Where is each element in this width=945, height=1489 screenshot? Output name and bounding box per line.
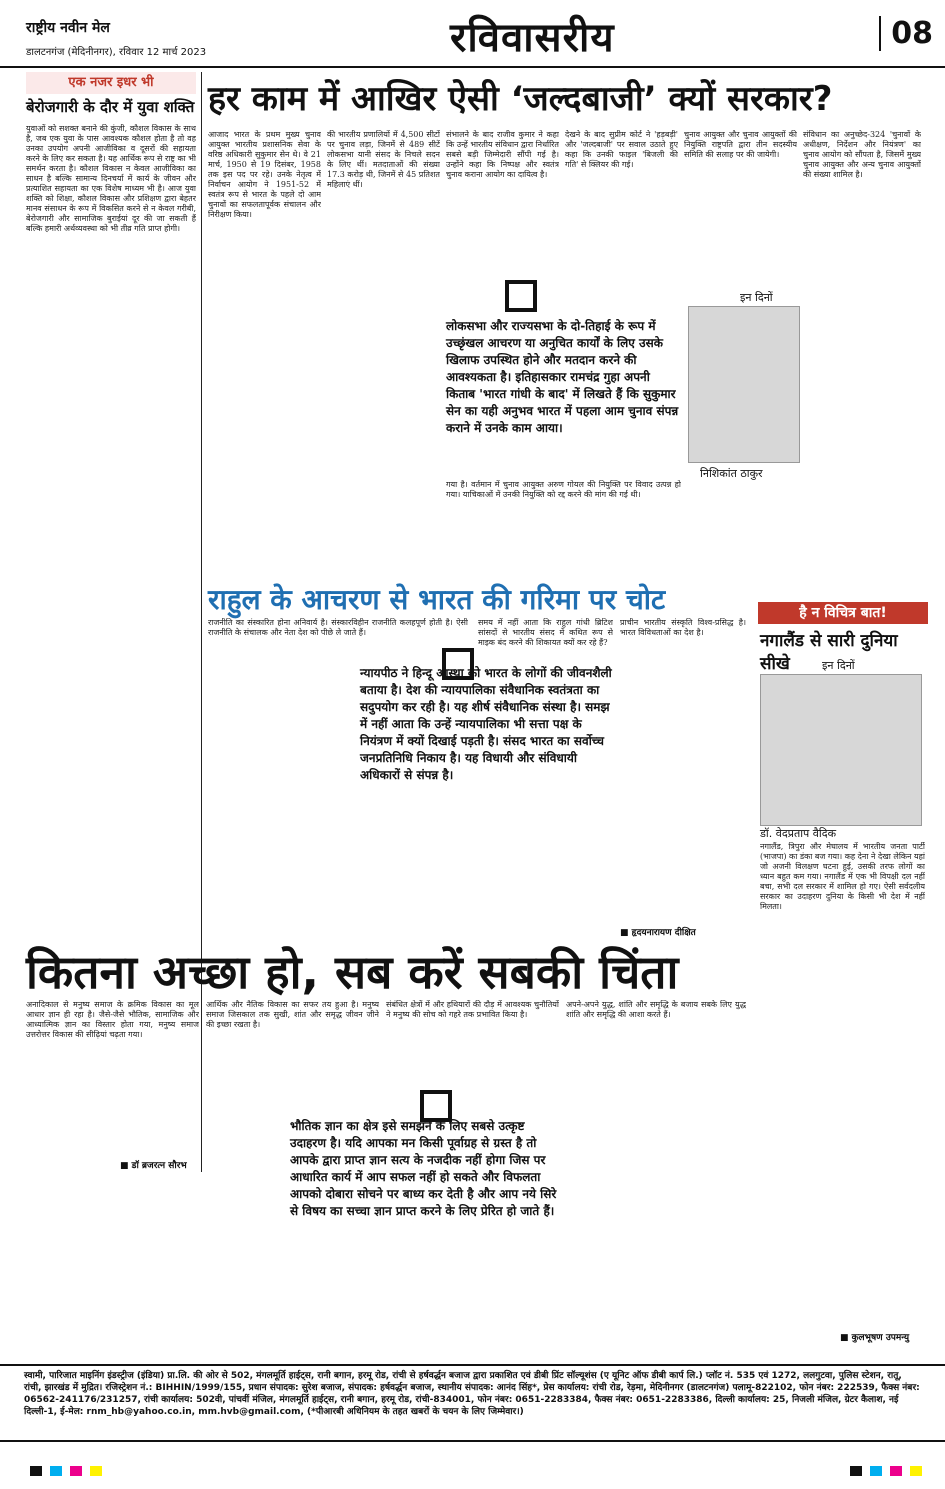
color-bar: [50, 1466, 62, 1476]
right-story-headline: नगालैंड से सारी दुनिया सीखे: [760, 631, 898, 674]
top-story-col5: चुनाव आयुक्त और चुनाव आयुक्तों की नियुक्ति राष्ट्रपति द्वारा तीन सदस्यीय समिति की सलाह पर की जायेगी।: [684, 130, 797, 159]
right-story-byline: ■ कुलभूषण उपमन्यु: [840, 1333, 910, 1343]
imprint-footer: [0, 1364, 945, 1442]
left-column-headline: बेरोजगारी के दौर में युवा शक्ति: [26, 98, 195, 116]
left-column-tag: एक नजर इधर भी: [26, 72, 196, 94]
rahul-story-pull-quote: न्यायपीठ ने हिन्दू आस्था को भारत के लोगों की जीवनशैली बताया है। देश की न्यायपालिका संवैधानिक स्वतंत्रता का सदुपयोग कर रही है। यह शीर्ष संवैधानिक संस्था है। समझ में नहीं आता कि उन्हें न्यायपालिका भी सत्ता पक्ष के नियंत्रण में क्यों दिखाई पड़ती है। संसद भारत का सर्वोच्च जनप्रतिनिधि निकाय है। यह विधायी और संविधायी अधिकारों से संपन्न है।: [360, 666, 612, 782]
top-story-photo-label: इन दिनों: [740, 291, 773, 304]
color-bar: [70, 1466, 82, 1476]
bottom-story-col1: अनादिकाल से मनुष्य समाज के क्रमिक विकास का मूल आधार ज्ञान ही रहा है। जैसे-जैसे भौतिक, सामाजिक और आध्यात्मिक ज्ञान का विस्तार होता गया, मनुष्य समाज उत्तरोत्तर विकास की सीढ़ियां चढ़ता गया।: [26, 1000, 199, 1039]
left-column-body: युवाओं को सशक्त बनाने की कुंजी, कौशल विकास के साथ है, जब एक युवा के पास आवश्यक कौशल होता है तो वह उनका उपयोग अपनी आजीविका व दूसरों की सहायता करने के लिए कर सकता है। यह आर्थिक रूप से राष्ट्र का भी समर्थन करता है। कौशल विकास न केवल आजीविका का साधन है बल्कि सामान्य दिनचर्या में कार्य के जीवन और प्रत्याशित सहायता का एक विशेष माध्यम भी है। आज युवा शक्ति को शिक्षा, कौशल विकास और प्रशिक्षण द्वारा बेहतर मानव संसाधन के रूप में विकसित करने से न केवल गरीबी, बेरोजगारी और सामाजिक बुराईयां दूर की जा सकती हैं बल्कि हमारी अर्थव्यवस्था को भी तीव्र गति प्राप्त होगी।: [26, 124, 196, 233]
color-bar: [910, 1466, 922, 1476]
rahul-story-byline: ■ हृदयनारायण दीक्षित: [620, 928, 696, 938]
newspaper-logo: राष्ट्रीय नवीन मेल: [26, 20, 110, 36]
right-column-tag: है न विचित्र बात!: [758, 602, 928, 624]
top-story-lower: गया है। वर्तमान में चुनाव आयुक्त अरुण गोयल की नियुक्ति पर विवाद उत्पन्न हो गया। याचिकाओं में उनकी नियुक्ति को रद्द करने की मांग की गई थी।: [446, 480, 681, 499]
top-story-col4: देखने के बाद सुप्रीम कोर्ट ने 'हड़बड़ी' और 'जल्दबाजी' पर सवाल उठाते हुए कहा कि उनकी फाइल 'बिजली की गति' से क्लियर की गई।: [565, 130, 678, 169]
masthead: [0, 0, 945, 68]
rahul-story-body2: समय में नहीं आता कि राहुल गांधी ब्रिटिश सांसदों से भारतीय संसद में कथित रूप से माइक बंद करने की शिकायत क्यों कर रहे हैं?: [478, 618, 613, 647]
color-bar: [890, 1466, 902, 1476]
rahul-story-body1: राजनीति का संस्कारित होना अनिवार्य है। संस्कारविहीन राजनीति कलहपूर्ण होती है। ऐसी राजनीति के संचालक और नेता देश को पीछे ले जाते हैं।: [208, 618, 468, 637]
qr-code-icon: [505, 280, 537, 312]
page-number: 08: [879, 16, 933, 51]
rahul-story-body3: प्राचीन भारतीय संस्कृति विश्व-प्रसिद्ध है। भारत विविधताओं का देश है।: [620, 618, 746, 637]
top-story-col1: आजाद भारत के प्रथम मुख्य चुनाव आयुक्त भारतीय प्रशासनिक सेवा के वरिष्ठ अधिकारी सुकुमार सेन थे। वे 21 मार्च, 1950 से 19 दिसंबर, 1958 तक इस पद पर रहे। उनके नेतृत्व में निर्वाचन आयोग ने 1951-52 में स्वतंत्र रूप से भारत के पहले दो आम चुनावों का सफलतापूर्वक संचालन और निरीक्षण किया।: [208, 130, 321, 219]
author-photo: [688, 306, 800, 463]
color-bar: [850, 1466, 862, 1476]
color-bar: [90, 1466, 102, 1476]
color-bar: [30, 1466, 42, 1476]
rahul-story-headline: राहुल के आचरण से भारत की गरिमा पर चोट: [208, 583, 666, 616]
right-story-photo-label: इन दिनों: [822, 659, 855, 672]
bottom-story-col2: आर्थिक और नैतिक विकास का सफर तय हुआ है। मनुष्य समाज जिसकाल तक सुखी, शांत और समृद्ध जीवन जीने की इच्छा रखता है।: [206, 1000, 379, 1029]
section-title: रविवासरीय: [450, 15, 615, 61]
right-story-photo-caption: डॉ. वेदप्रताप वैदिक: [760, 827, 837, 840]
bottom-story-pull-quote: भौतिक ज्ञान का क्षेत्र इसे समझने के लिए सबसे उत्कृष्ट उदाहरण है। यदि आपका मन किसी पूर्वाग्रह से ग्रस्त है तो आपके द्वारा प्राप्त ज्ञान सत्य के नजदीक नहीं होगा जिस पर आधारित कार्य में आप सफल नहीं हो सकते और विफलता आपको दोबारा सोचने पर बाध्य कर देती है और आप नये सिरे से विषय का सच्चा ज्ञान प्राप्त करने के लिए प्रेरित हो जाते हैं।: [290, 1119, 557, 1218]
bottom-story-headline: कितना अच्छा हो, सब करें सबकी चिंता: [26, 945, 679, 999]
right-story-body: नगालैंड, त्रिपुरा और मेघालय में भारतीय जनता पार्टी (भाजपा) का डंका बज गया। कह देना ने देखा लेकिन यहां जो अजनी विलक्षण घटना हुई, उसकी तरफ लोगों का ध्यान बहुत कम गया। नगालैंड में एक भी विपक्षी दल नहीं बचा, सभी दल सरकार में शामिल हो गए। ऐसी सर्वदलीय सरकार का उदाहरण दुनिया के किसी भी देश में नहीं मिलता।: [760, 842, 925, 911]
top-story-pull-quote: लोकसभा और राज्यसभा के दो-तिहाई के रूप में उच्छृंखल आचरण या अनुचित कार्यों के लिए उसके खिलाफ उपस्थित होने और मतदान करने की आवश्यकता है। इतिहासकार रामचंद्र गुहा अपनी किताब 'भारत गांधी के बाद' में लिखते हैं कि सुकुमार सेन का यही अनुभव भारत में पहला आम चुनाव संपन्न कराने में उनके काम आया।: [446, 319, 679, 435]
color-bar: [870, 1466, 882, 1476]
top-story-col6: संविधान का अनुच्छेद-324 'चुनावों के अधीक्षण, निर्देशन और नियंत्रण' का चुनाव आयोग को सौंपता है, जिसमें मुख्य चुनाव आयुक्त और अन्य चुनाव आयुक्तों की संख्या शामिल है।: [803, 130, 921, 179]
top-story-col3: संभालने के बाद राजीव कुमार ने कहा कि उन्हें भारतीय संविधान द्वारा निर्धारित सबसे बड़ी जिम्मेदारी सौंपी गई है। उन्होंने कहा कि निष्पक्ष और स्वतंत्र चुनाव कराना आयोग का दायित्व है।: [446, 130, 559, 179]
top-story-photo-caption: निशिकांत ठाकुर: [700, 467, 763, 480]
left-column-byline: ■ डॉ ब्रजरत्न सौरभ: [120, 1161, 187, 1171]
bottom-story-col4: अपने-अपने युद्ध, शांति और समृद्धि के बजाय सबके लिए युद्ध शांति और समृद्धि की आशा करते हैं।: [566, 1000, 746, 1019]
top-story-headline: हर काम में आखिर ऐसी ‘जल्दबाजी’ क्यों सरकार?: [208, 79, 833, 119]
imprint-text: स्वामी, पारिजात माइनिंग इंडस्ट्रीज (इंडिया) प्रा.लि. की ओर से 502, मंगलमूर्ति हाईट्स, रानी बगान, हरमू रोड, रांची से हर्षवर्द्धन बजाज द्वारा प्रकाशित एवं डीबी प्रिंट सॉल्यूशंस (ए यूनिट ऑफ डीबी कार्प लि.) प्लॉट नं. 535 एवं 1272, ललगुटवा, पुलिस स्टेशन, रातू, रांची, झारखंड में मुद्रित। रजिस्ट्रेशन नं.: BIHHIN/1999/155, प्रधान संपादक: सुरेश बजाज, संपादक: हर्षवर्द्धन बजाज, स्थानीय संपादक: आनंद सिंह*, प्रेस कार्यालय: रांची रोड, रेड़मा, मेदिनीनगर (डालटनगंज) पलामू-822102, फोन नंबर: 222539, फैक्स नंबर: 06562-241176/231257, रांची कार्यालय: 502वी, पांचवीं मंजिल, मंगलमूर्ति हाईट्स, रानी बगान, हरमू रोड, रांची-834001, फोन नंबर: 0651-2283384, फैक्स नंबर: 0651-2283386, दिल्ली कार्यालय: 25, निजली मंजिल, ग्रेटर कैलाश, नई दिल्ली-1, ई-मेल: rnm_hb@yahoo.co.in, mm.hvb@gmail.com, (*पीआरबी अधिनियम के तहत खबरों के चयन के लिए जिम्मेवार।): [24, 1371, 920, 1417]
column-divider: [201, 72, 202, 1172]
bottom-story-col3: संबंधित क्षेत्रों में और हथियारों की दौड़ में आवश्यक चुनौतियों ने मनुष्य की सोच को गहरे तक प्रभावित किया है।: [386, 1000, 559, 1019]
author-photo: [760, 674, 922, 826]
dateline: डालटनगंज (मेदिनीनगर), रविवार 12 मार्च 2023: [26, 47, 207, 58]
top-story-col2: की भारतीय प्रणालियों में 4,500 सीटों पर चुनाव लड़ा, जिनमें से 489 सीटें लोकसभा यानी संसद के निचले सदन के लिए थीं। मतदाताओं की संख्या 17.3 करोड़ थी, जिनमें से 45 प्रतिशत महिलाएं थीं।: [327, 130, 440, 189]
